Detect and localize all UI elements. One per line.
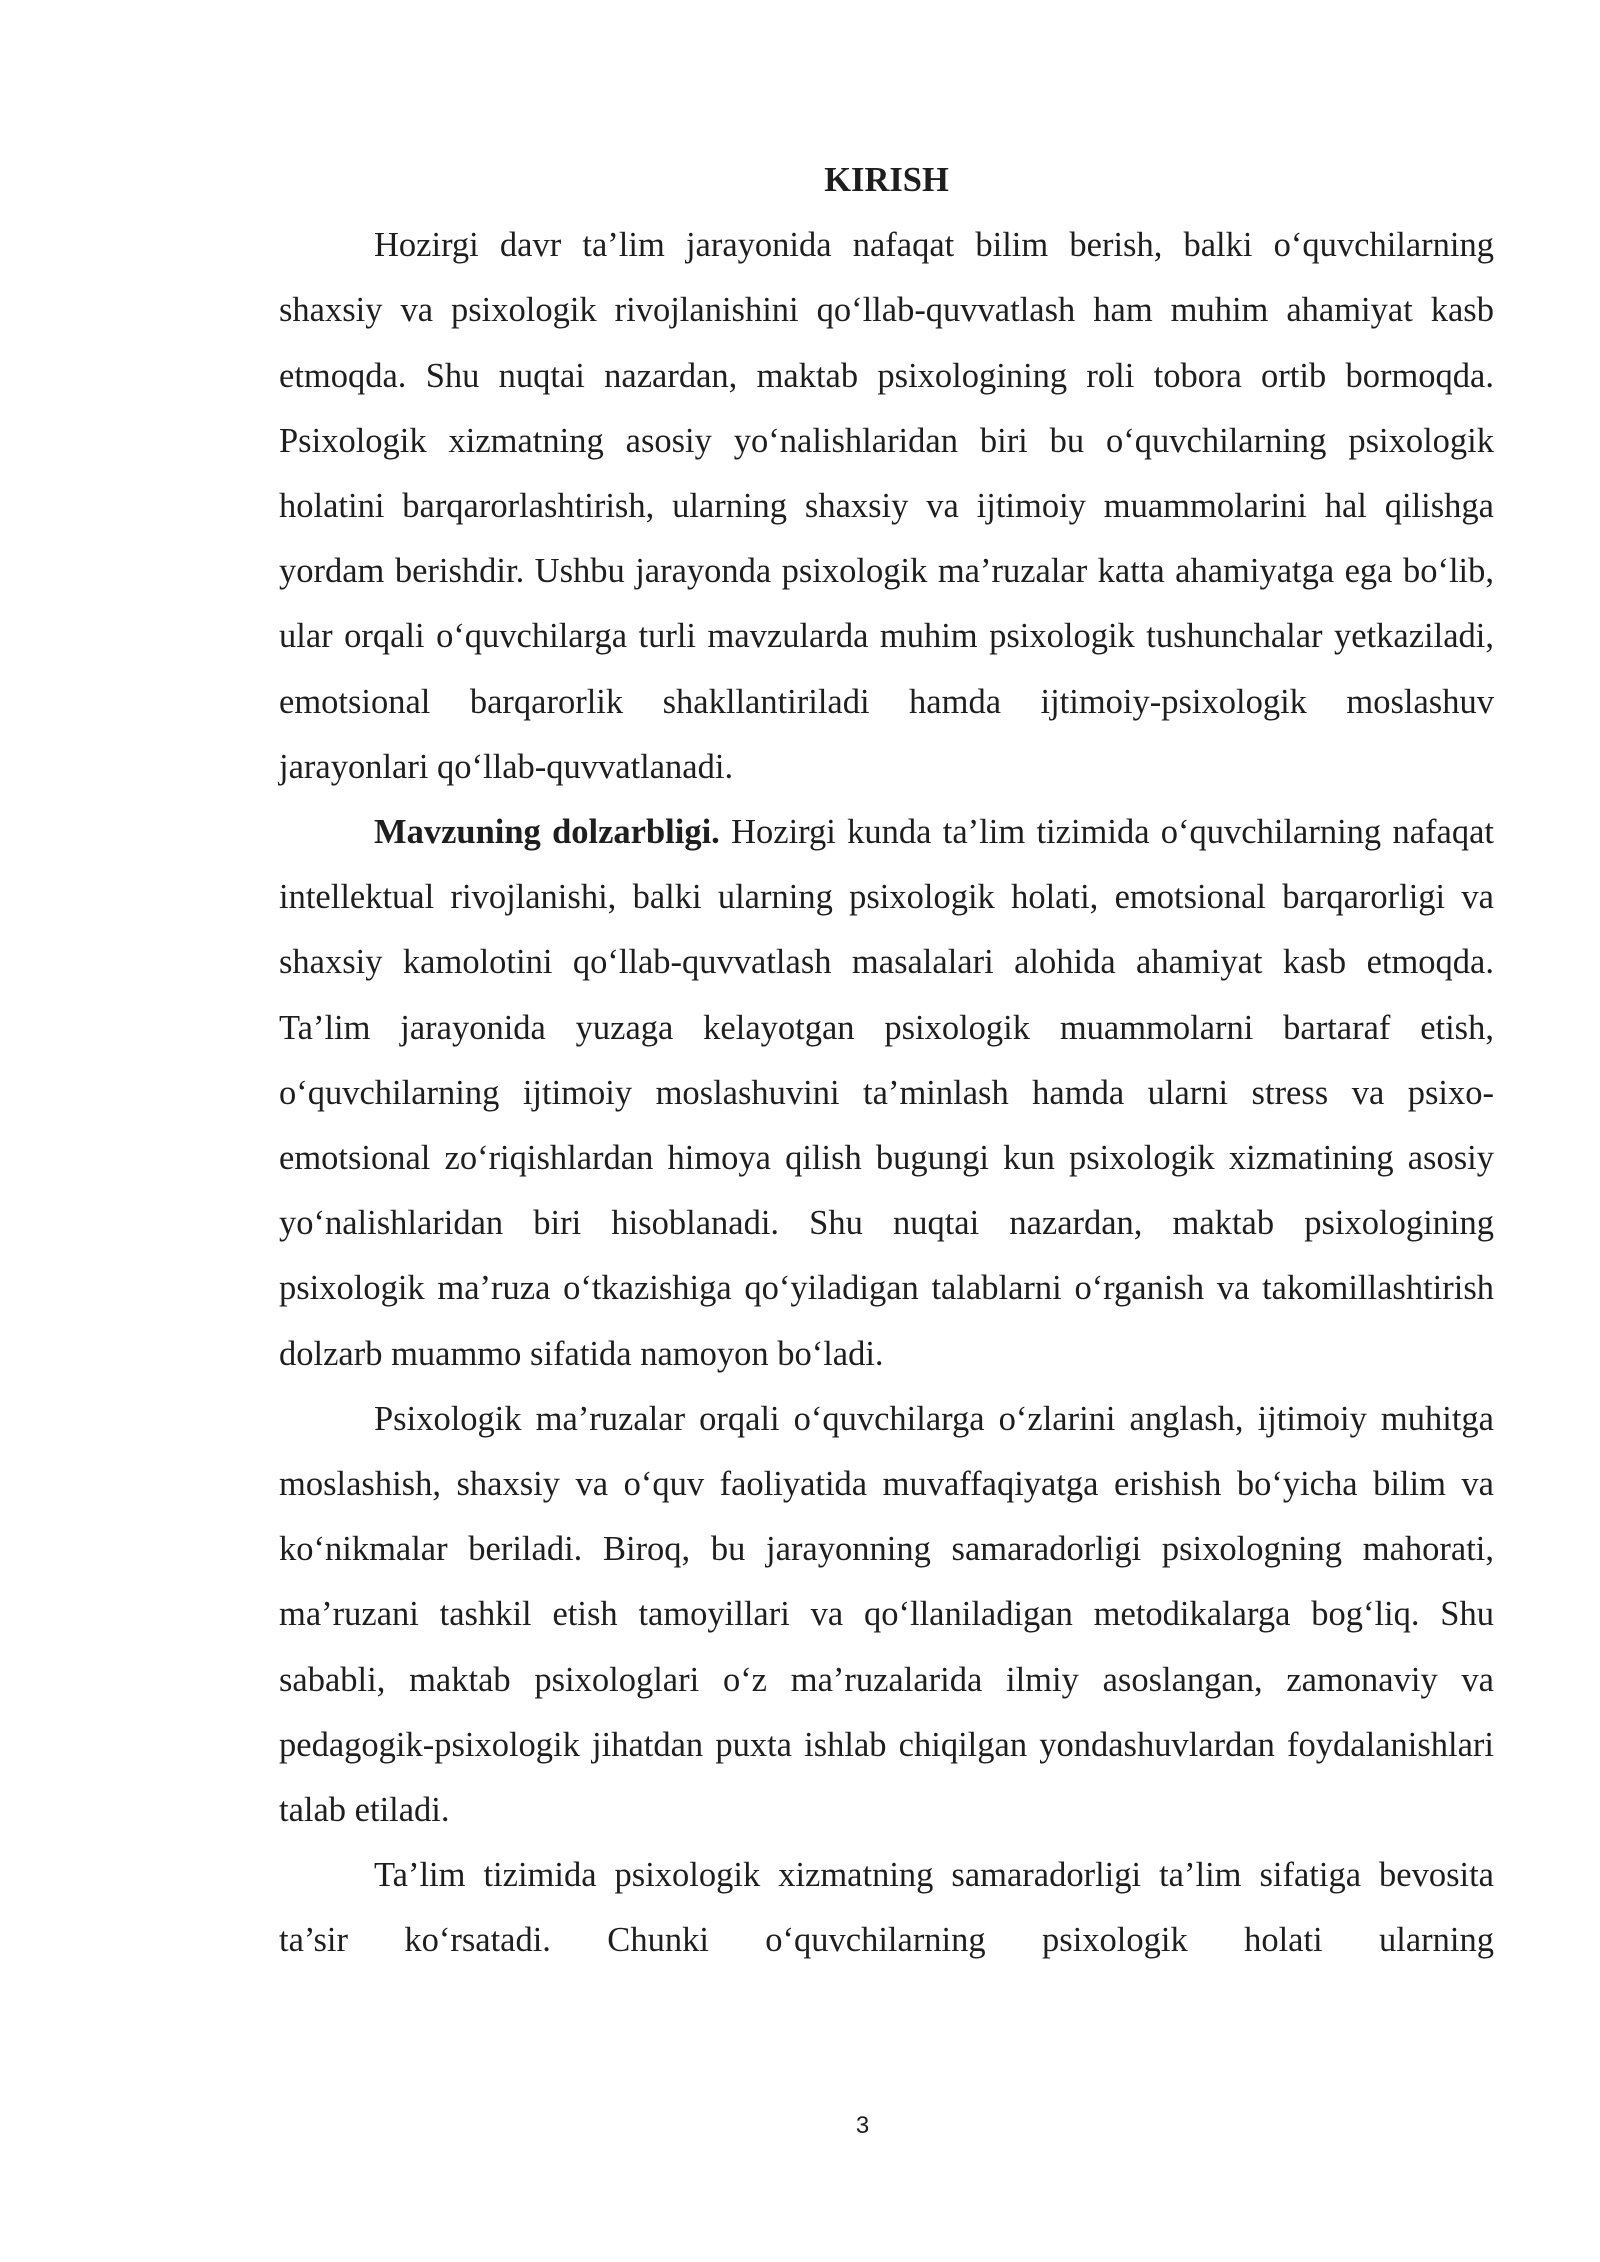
paragraph-intro	[279, 213, 1494, 800]
paragraph-text: Psixologik ma’ruzalar orqali o‘quvchilarga o‘zlarini anglash, ijtimoiy muhitga moslashish, shaxsiy va o‘quv faoliyatida muvaffaqiyatga erishish bo‘yicha bilim va ko‘nikmalar beriladi. Biroq, bu jarayonning samaradorligi psixologning mahorati, ma’ruzani tashkil etish tamoyillari va qo‘llaniladigan metodikalarga bog‘liq. Shu sababli, maktab psixologlari o‘z ma’ruzalarida ilmiy asoslangan, zamonaviy va pedagogik-psixologik jihatdan puxta ishlab chiqilgan yondashuvlardan foydalanishlari talab etiladi.	[279, 1399, 1494, 1830]
paragraph-relevance	[279, 800, 1494, 1387]
section-heading: KIRISH	[824, 161, 949, 199]
paragraph-lectures	[279, 1387, 1494, 1843]
page-body	[279, 148, 1494, 1974]
paragraph-lead: Mavzuning dolzarbligi.	[374, 813, 720, 852]
page-number: 3	[855, 2112, 870, 2139]
paragraph-efficiency	[279, 1843, 1494, 1973]
paragraph-text: Ta’lim tizimida psixologik xizmatning samaradorligi ta’lim sifatiga bevosita ta’sir ko‘rsatadi. Chunki o‘quvchilarning psixologik holati ularning	[279, 1856, 1494, 1960]
paragraph-text: Hozirgi kunda ta’lim tizimida o‘quvchilarning nafaqat intellektual rivojlanishi, balki ularning psixologik holati, emotsional barqarorligi va shaxsiy kamolotini qo‘llab-quvvatlash masalalari alohida ahamiyat kasb etmoqda. Ta’lim jarayonida yuzaga kelayotgan psixologik muammolarni bartaraf etish, o‘quvchilarning ijtimoiy moslashuvini ta’minlash hamda ularni stress va psixo-emotsional zo‘riqishlardan himoya qilish bugungi kun psixologik xizmatining asosiy yo‘nalishlaridan biri hisoblanadi. Shu nuqtai nazardan, maktab psixologining psixologik ma’ruza o‘tkazishiga qo‘yiladigan talablarni o‘rganish va takomillashtirish dolzarb muammo sifatida namoyon bo‘ladi.	[279, 813, 1494, 1373]
paragraph-text: Hozirgi davr ta’lim jarayonida nafaqat bilim berish, balki o‘quvchilarning shaxsiy va psixologik rivojlanishini qo‘llab-quvvatlash ham muhim ahamiyat kasb etmoqda. Shu nuqtai nazardan, maktab psixologining roli tobora ortib bormoqda. Psixologik xizmatning asosiy yo‘nalishlaridan biri bu o‘quvchilarning psixologik holatini barqarorlashtirish, ularning shaxsiy va ijtimoiy muammolarini hal qilishga yordam berishdir. Ushbu jarayonda psixologik ma’ruzalar katta ahamiyatga ega bo‘lib, ular orqali o‘quvchilarga turli mavzularda muhim psixologik tushunchalar yetkaziladi, emotsional barqarorlik shakllantiriladi hamda ijtimoiy-psixologik moslashuv jarayonlari qo‘llab-quvvatlanadi.	[279, 226, 1494, 786]
